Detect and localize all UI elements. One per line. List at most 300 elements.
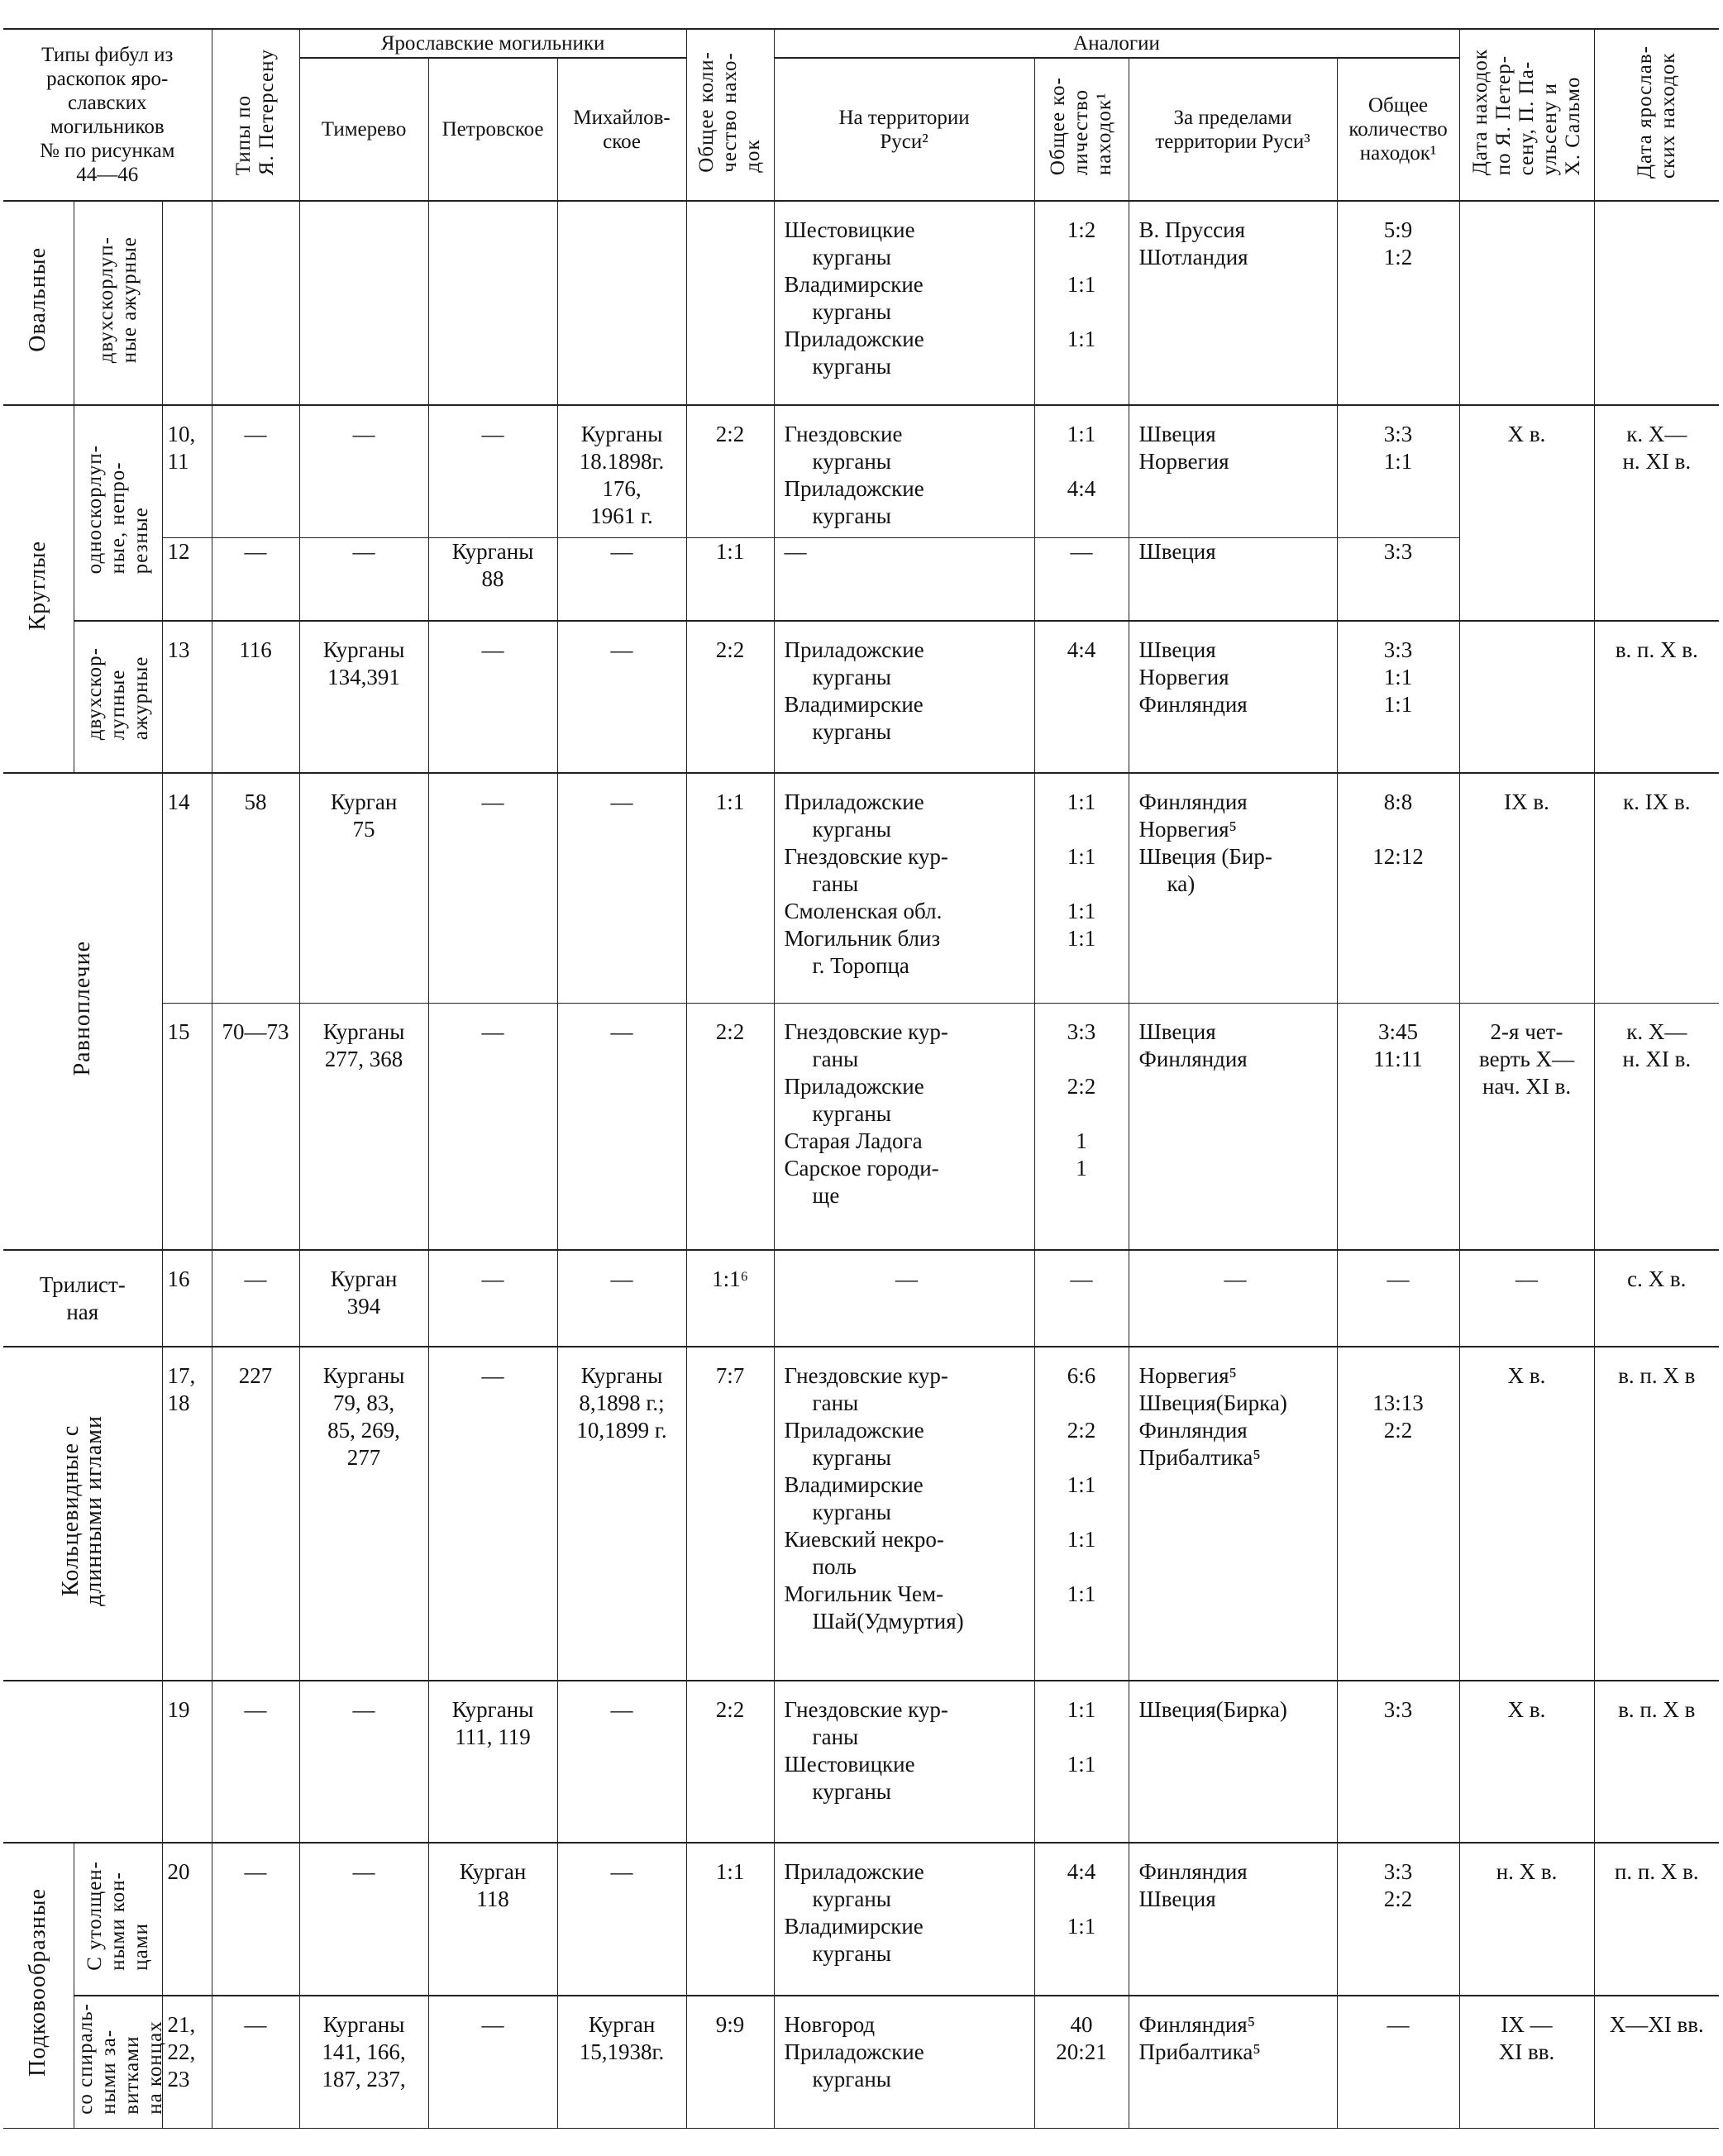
figure-number: 14 <box>167 789 190 814</box>
mikhailovskoe-value-cell <box>557 1843 686 1996</box>
mikhailovskoe-value: Курган 15,1938г. <box>579 2012 665 2064</box>
total-finds: 1:1 <box>715 538 745 564</box>
timerevo-value-cell <box>299 537 428 621</box>
fibula-types-table <box>3 28 1719 2129</box>
table-row <box>3 201 1719 405</box>
rus-count-cell <box>1034 773 1129 1003</box>
date-yaroslavl-cell <box>1594 1347 1719 1681</box>
header-abroad <box>1129 58 1337 201</box>
abroad-site: — <box>1224 1266 1247 1291</box>
timerevo-value: Курганы 134,391 <box>322 637 405 689</box>
rus-count: 1:2 <box>1067 217 1096 242</box>
date-petersen-cell <box>1459 773 1594 1003</box>
date-yaroslavl-cell <box>1594 1003 1719 1250</box>
figure-number: 21, 22, 23 <box>167 2012 196 2092</box>
mikhailovskoe-value: — <box>610 538 633 564</box>
abroad-site: Прибалтика⁵ <box>1138 2039 1261 2064</box>
figure-number: 10, 11 <box>167 422 196 474</box>
total-finds-cell <box>686 1003 774 1250</box>
abroad-site: Швеция <box>1138 538 1216 564</box>
rus-site: Владимирские курганы <box>784 272 924 324</box>
mikhailovskoe-value-cell <box>557 621 686 773</box>
petersen-type: — <box>244 422 267 446</box>
total-finds: 2:2 <box>715 1018 745 1044</box>
date-yaroslavl-cell <box>1594 1681 1719 1843</box>
abroad-count <box>1338 2039 1459 2066</box>
subgroup-label-cell <box>74 1996 166 2128</box>
rus-analogies-cell <box>774 1681 1034 1843</box>
total-finds-cell <box>686 405 774 537</box>
total-finds: 1:1⁶ <box>712 1266 748 1291</box>
mikhailovskoe-value-cell <box>557 773 686 1003</box>
petersen-type-cell <box>212 1347 299 1681</box>
header-mikhailovskoe-label: Михайлов- ское <box>573 106 671 153</box>
petersen-type-cell <box>212 621 299 773</box>
rus-site: — <box>895 1266 919 1291</box>
abroad-count-cell <box>1337 201 1459 405</box>
total-finds-cell <box>686 537 774 621</box>
header-mikhailovskoe <box>557 58 686 201</box>
date-petersen-cell <box>1459 1843 1594 1996</box>
rus-site: Старая Ладога <box>784 1128 923 1153</box>
rus-count-cell <box>1034 201 1129 405</box>
group-label-cell <box>3 201 74 405</box>
total-finds-cell <box>686 773 774 1003</box>
figure-number: 16 <box>167 1266 190 1291</box>
header-timerevo-label: Тимерево <box>321 118 407 141</box>
date-yaroslavl-cell <box>1594 1250 1719 1347</box>
abroad-count: 1:1 <box>1383 665 1413 689</box>
abroad-count: 11:11 <box>1373 1046 1423 1071</box>
rus-site: Приладожские курганы <box>784 789 924 842</box>
group-label-cell <box>3 1347 162 1681</box>
abroad-site: Финляндия <box>1138 1046 1248 1071</box>
subgroup-label: двухскорлуп- ные ажурные <box>94 236 141 364</box>
rus-site: Приладожские курганы <box>784 327 924 379</box>
rus-site: — <box>784 538 807 564</box>
abroad-site: Финляндия <box>1138 789 1248 814</box>
petersen-type: 227 <box>238 1363 273 1388</box>
header-petrovskoe <box>428 58 557 201</box>
total-finds: 1:1 <box>715 1859 745 1884</box>
rus-count: 4:4 <box>1067 1859 1096 1884</box>
abroad-site: В. Пруссия <box>1138 217 1246 242</box>
abroad-site: Финляндия <box>1138 692 1248 717</box>
rus-count: 2:2 <box>1067 1073 1096 1099</box>
subgroup-label-cell <box>74 621 162 773</box>
abroad-count: 2:2 <box>1383 1418 1413 1443</box>
abroad-count: — <box>1387 1266 1410 1291</box>
rus-count-cell <box>1034 1347 1129 1681</box>
petrovskoe-value: — <box>481 1018 504 1044</box>
figure-number-cell <box>162 1347 212 1681</box>
header-analogies <box>774 29 1459 58</box>
total-finds-cell <box>686 201 774 405</box>
abroad-count: 12:12 <box>1372 844 1424 869</box>
header-rus-territory <box>774 58 1034 201</box>
rus-analogies-cell <box>774 537 1034 621</box>
subgroup-label-cell <box>74 405 162 621</box>
figure-number-cell <box>162 537 212 621</box>
rus-site: Киевский некро- поль <box>784 1527 944 1579</box>
mikhailovskoe-value: — <box>610 1859 633 1884</box>
subgroup-label-cell <box>74 1843 162 1996</box>
rus-analogies-cell <box>774 1843 1034 1996</box>
header-date-yaroslavl-label: Дата ярослав- ских находок <box>1633 45 1679 179</box>
mikhailovskoe-value: — <box>610 789 633 814</box>
subgroup-label: односкорлуп- ные, непро- резные <box>83 445 152 575</box>
abroad-site: Норвегия <box>1138 449 1229 474</box>
abroad-analogies-cell <box>1129 1681 1337 1843</box>
petersen-type: 116 <box>239 637 272 662</box>
group-label-cell <box>3 1681 162 1843</box>
date-petersen-cell <box>1459 201 1594 405</box>
rus-site: Смоленская обл. <box>784 899 943 923</box>
timerevo-value-cell <box>299 1996 428 2128</box>
abroad-count-cell <box>1337 1003 1459 1250</box>
group-label: Круглые <box>25 541 51 631</box>
rus-site: Сарское городи- ще <box>784 1155 939 1208</box>
mikhailovskoe-value-cell <box>557 537 686 621</box>
petrovskoe-value: Курган 118 <box>459 1859 527 1911</box>
timerevo-value-cell <box>299 621 428 773</box>
table-row <box>3 1681 1719 1843</box>
header-yaroslavl-label: Ярославские могильники <box>380 32 605 55</box>
date-petersen-cell <box>1459 1681 1594 1843</box>
rus-site: Приладожские курганы <box>784 1859 924 1911</box>
mikhailovskoe-value-cell <box>557 1347 686 1681</box>
abroad-site: Финляндия⁵ <box>1138 2012 1256 2037</box>
figure-number-cell <box>162 405 212 537</box>
petrovskoe-value-cell <box>428 621 557 773</box>
date-petersen: — <box>1515 1266 1539 1291</box>
header-abroad-count <box>1337 58 1459 201</box>
abroad-count: — <box>1387 2012 1410 2037</box>
rus-site: Гнездовские курганы <box>784 422 903 474</box>
petrovskoe-value: — <box>481 2012 504 2037</box>
abroad-site: Норвегия⁵ <box>1138 817 1237 842</box>
petrovskoe-value-cell <box>428 1681 557 1843</box>
header-petersen-label: Типы по Я. Петерсену <box>232 48 279 176</box>
date-yaroslavl-cell <box>1594 1996 1719 2128</box>
petersen-type-cell <box>212 1843 299 1996</box>
table-body <box>3 201 1719 2128</box>
rus-count-cell <box>1034 621 1129 773</box>
date-petersen-cell <box>1459 1250 1594 1347</box>
timerevo-value-cell <box>299 1250 428 1347</box>
abroad-count: 5:9 <box>1383 217 1413 242</box>
petrovskoe-value: — <box>481 789 504 814</box>
date-petersen-cell <box>1459 1996 1594 2128</box>
rus-site: Приладожские курганы <box>784 476 924 528</box>
total-finds-cell <box>686 1996 774 2128</box>
timerevo-value-cell <box>299 1347 428 1681</box>
group-label: Кольцевидные с длинными иглами <box>57 1414 107 1606</box>
abroad-site: Швеция (Бир- ка) <box>1138 844 1272 896</box>
abroad-count: 3:3 <box>1383 637 1413 662</box>
abroad-analogies-cell <box>1129 1996 1337 2128</box>
abroad-count-cell <box>1337 405 1459 537</box>
total-finds: 7:7 <box>715 1363 745 1388</box>
figure-number-cell <box>162 1996 212 2128</box>
table-row <box>3 621 1719 773</box>
header-petrovskoe-label: Петровское <box>441 118 544 141</box>
rus-count: 2:2 <box>1067 1418 1096 1443</box>
abroad-analogies-cell <box>1129 405 1337 537</box>
abroad-site: Прибалтика⁵ <box>1138 1445 1261 1470</box>
abroad-count: 1:2 <box>1383 245 1413 270</box>
abroad-count: 3:3 <box>1383 1859 1413 1884</box>
abroad-count-cell <box>1337 621 1459 773</box>
petrovskoe-value-cell <box>428 1996 557 2128</box>
date-yaroslavl: к. IX в. <box>1623 789 1691 814</box>
date-petersen: IX — XI вв. <box>1498 2012 1555 2064</box>
rus-site: Владимирские курганы <box>784 692 924 744</box>
timerevo-value-cell <box>299 1843 428 1996</box>
group-label: Трилист- ная <box>39 1271 126 1324</box>
rus-site: Гнездовские кур- ганы <box>784 1697 948 1749</box>
figure-number-cell <box>162 1681 212 1843</box>
petersen-type: — <box>244 1266 267 1291</box>
petrovskoe-value-cell <box>428 773 557 1003</box>
rus-count-cell <box>1034 1681 1129 1843</box>
petrovskoe-value-cell <box>428 405 557 537</box>
abroad-count-cell <box>1337 1681 1459 1843</box>
figure-number-cell <box>162 1003 212 1250</box>
figure-number-cell <box>162 1843 212 1996</box>
rus-site: Могильник Чем- Шай(Удмуртия) <box>784 1581 964 1634</box>
figure-number-cell <box>162 201 212 405</box>
timerevo-value: — <box>352 1697 375 1722</box>
rus-count: 1:1 <box>1067 899 1096 923</box>
date-yaroslavl: X—XI вв. <box>1609 2012 1704 2037</box>
header-yaroslavl-burials <box>299 29 686 58</box>
mikhailovskoe-value: Курганы 18.1898г. 176, 1961 г. <box>579 422 665 528</box>
rus-analogies-cell <box>774 773 1034 1003</box>
timerevo-value-cell <box>299 201 428 405</box>
group-label-cell <box>3 773 162 1250</box>
header-rus-count-label: Общее ко- личество находок¹ <box>1047 77 1116 176</box>
petersen-type: — <box>244 538 267 564</box>
group-label-cell <box>3 1250 162 1347</box>
abroad-site: Финляндия <box>1138 1859 1248 1884</box>
mikhailovskoe-value-cell <box>557 1003 686 1250</box>
header-timerevo <box>299 58 428 201</box>
date-petersen: X в. <box>1507 1697 1546 1722</box>
petersen-type: 58 <box>244 789 267 814</box>
timerevo-value: — <box>352 1859 375 1884</box>
abroad-count: 2:2 <box>1383 1886 1413 1911</box>
rus-count: — <box>1070 538 1093 564</box>
petersen-type-cell <box>212 1681 299 1843</box>
abroad-count-cell <box>1337 1996 1459 2128</box>
petrovskoe-value-cell <box>428 1347 557 1681</box>
subgroup-label: двухскор- лупные ажурные <box>83 646 152 741</box>
mikhailovskoe-value-cell <box>557 1996 686 2128</box>
rus-count: 1:1 <box>1067 1697 1096 1722</box>
date-yaroslavl: к. X— н. XI в. <box>1622 422 1692 474</box>
date-petersen: IX в. <box>1504 789 1549 814</box>
rus-count-cell <box>1034 537 1129 621</box>
date-yaroslavl: в. п. X в <box>1618 1363 1696 1388</box>
abroad-count: 3:3 <box>1383 538 1413 564</box>
timerevo-value: Курган 394 <box>330 1266 398 1319</box>
rus-analogies-cell <box>774 1347 1034 1681</box>
rus-count: 4:4 <box>1067 637 1096 662</box>
header-analogies-label: Аналогии <box>1073 32 1160 55</box>
total-finds: 9:9 <box>715 2012 745 2037</box>
mikhailovskoe-value: — <box>610 1018 633 1044</box>
rus-count: 1:1 <box>1067 926 1096 951</box>
rus-count: 1:1 <box>1067 789 1096 814</box>
timerevo-value: Курган 75 <box>330 789 398 842</box>
abroad-count: 3:3 <box>1383 422 1413 446</box>
abroad-analogies-cell <box>1129 537 1337 621</box>
rus-count: 6:6 <box>1067 1363 1096 1388</box>
header-rus-count <box>1034 58 1129 201</box>
mikhailovskoe-value-cell <box>557 405 686 537</box>
rus-count: 1:1 <box>1067 1472 1096 1497</box>
total-finds: 2:2 <box>715 637 745 662</box>
abroad-site: Швеция(Бирка) <box>1138 1390 1287 1415</box>
petrovskoe-value: — <box>481 1266 504 1291</box>
abroad-site: Швеция <box>1138 1886 1216 1911</box>
timerevo-value-cell <box>299 1681 428 1843</box>
petersen-type-cell <box>212 773 299 1003</box>
date-petersen: X в. <box>1507 1363 1546 1388</box>
petersen-type: — <box>244 1859 267 1884</box>
timerevo-value: Курганы 79, 83, 85, 269, 277 <box>322 1363 405 1470</box>
rus-count: 1:1 <box>1067 844 1096 869</box>
rus-count: 20:21 <box>1056 2039 1107 2064</box>
rus-site: Приладожские курганы <box>784 1073 924 1126</box>
date-yaroslavl-cell <box>1594 1843 1719 1996</box>
petersen-type-cell <box>212 405 299 537</box>
abroad-analogies-cell <box>1129 1003 1337 1250</box>
date-petersen-cell <box>1459 1003 1594 1250</box>
mikhailovskoe-value: — <box>610 637 633 662</box>
table-row <box>3 1843 1719 1996</box>
rus-count-cell <box>1034 1843 1129 1996</box>
figure-number: 20 <box>167 1859 190 1884</box>
figure-number: 13 <box>167 637 190 662</box>
timerevo-value: — <box>352 538 375 564</box>
mikhailovskoe-value: — <box>610 1697 633 1722</box>
timerevo-value-cell <box>299 1003 428 1250</box>
date-petersen: X в. <box>1507 422 1546 446</box>
petrovskoe-value-cell <box>428 537 557 621</box>
rus-site: Владимирские курганы <box>784 1472 924 1524</box>
petersen-type-cell <box>212 1250 299 1347</box>
rus-site: Шестовицкие курганы <box>784 1752 915 1804</box>
table-row <box>3 405 1719 537</box>
abroad-count: 1:1 <box>1383 449 1413 474</box>
petrovskoe-value-cell <box>428 1003 557 1250</box>
figure-number-cell <box>162 773 212 1003</box>
date-petersen: н. X в. <box>1496 1859 1558 1884</box>
rus-count: 1:1 <box>1067 1914 1096 1939</box>
rus-count: 1:1 <box>1067 422 1096 446</box>
date-yaroslavl: к. X— н. XI в. <box>1622 1018 1692 1071</box>
mikhailovskoe-value-cell <box>557 1250 686 1347</box>
date-yaroslavl-cell <box>1594 773 1719 1003</box>
rus-analogies-cell <box>774 1003 1034 1250</box>
table-row <box>3 1996 1719 2128</box>
figure-number-cell <box>162 621 212 773</box>
figure-number: 17, 18 <box>167 1363 196 1415</box>
rus-count: 4:4 <box>1067 476 1096 501</box>
rus-site: Могильник близ г. Торопца <box>784 926 941 978</box>
rus-count: — <box>1070 1266 1093 1291</box>
total-finds: 1:1 <box>715 789 745 814</box>
mikhailovskoe-value: — <box>610 1266 633 1291</box>
rus-site: Приладожские курганы <box>784 637 924 689</box>
header-abroad-count-label: Общее количество находок¹ <box>1348 94 1448 165</box>
abroad-site: Швеция <box>1138 1018 1216 1044</box>
abroad-site: Швеция <box>1138 422 1216 446</box>
rus-site: Владимирские курганы <box>784 1914 924 1966</box>
rus-count-cell <box>1034 405 1129 537</box>
petrovskoe-value: Курганы 111, 119 <box>451 1697 534 1749</box>
rus-analogies-cell <box>774 405 1034 537</box>
rus-site: Гнездовские кур- ганы <box>784 1363 948 1415</box>
petrovskoe-value: — <box>481 1363 504 1388</box>
rus-count: 1:1 <box>1067 327 1096 351</box>
abroad-site: Финляндия <box>1138 1418 1248 1443</box>
date-yaroslavl: п. п. X в. <box>1614 1859 1699 1884</box>
date-yaroslavl-cell <box>1594 405 1719 621</box>
rus-count-cell <box>1034 1996 1129 2128</box>
rus-count: 1:1 <box>1067 1752 1096 1777</box>
abroad-analogies-cell <box>1129 1843 1337 1996</box>
header-date-petersen <box>1459 29 1594 201</box>
abroad-count: 1:1 <box>1383 692 1413 717</box>
table-row <box>3 1347 1719 1681</box>
date-yaroslavl-cell <box>1594 621 1719 773</box>
figure-number: 19 <box>167 1697 190 1722</box>
abroad-count <box>1338 1444 1459 1472</box>
rus-analogies-cell <box>774 1996 1034 2128</box>
date-yaroslavl: в. п. X в <box>1618 1697 1696 1722</box>
rus-count: 40 <box>1070 2012 1093 2037</box>
group-label-cell <box>3 405 74 773</box>
abroad-count-cell <box>1337 537 1459 621</box>
group-label: Овальные <box>25 247 51 352</box>
date-petersen-cell <box>1459 405 1594 621</box>
timerevo-value-cell <box>299 773 428 1003</box>
rus-analogies-cell <box>774 1250 1034 1347</box>
date-petersen-cell <box>1459 1347 1594 1681</box>
timerevo-value: Курганы 277, 368 <box>322 1018 405 1071</box>
group-label: Равноплечие <box>69 940 95 1076</box>
rus-count: 3:3 <box>1067 1018 1096 1044</box>
figure-number: 12 <box>167 538 190 564</box>
petersen-type-cell <box>212 1003 299 1250</box>
group-label: Подковообразные <box>25 1887 51 2077</box>
abroad-site: Швеция <box>1138 637 1216 662</box>
total-finds-cell <box>686 621 774 773</box>
petersen-type: — <box>244 2012 267 2037</box>
petersen-type: — <box>244 1697 267 1722</box>
figure-number-cell <box>162 1250 212 1347</box>
mikhailovskoe-value-cell <box>557 201 686 405</box>
petrovskoe-value: — <box>481 637 504 662</box>
petersen-type-cell <box>212 1996 299 2128</box>
header-date-yaroslavl <box>1594 29 1719 201</box>
rus-site: Приладожские курганы <box>784 2039 924 2092</box>
rus-count-cell <box>1034 1003 1129 1250</box>
total-finds-cell <box>686 1250 774 1347</box>
